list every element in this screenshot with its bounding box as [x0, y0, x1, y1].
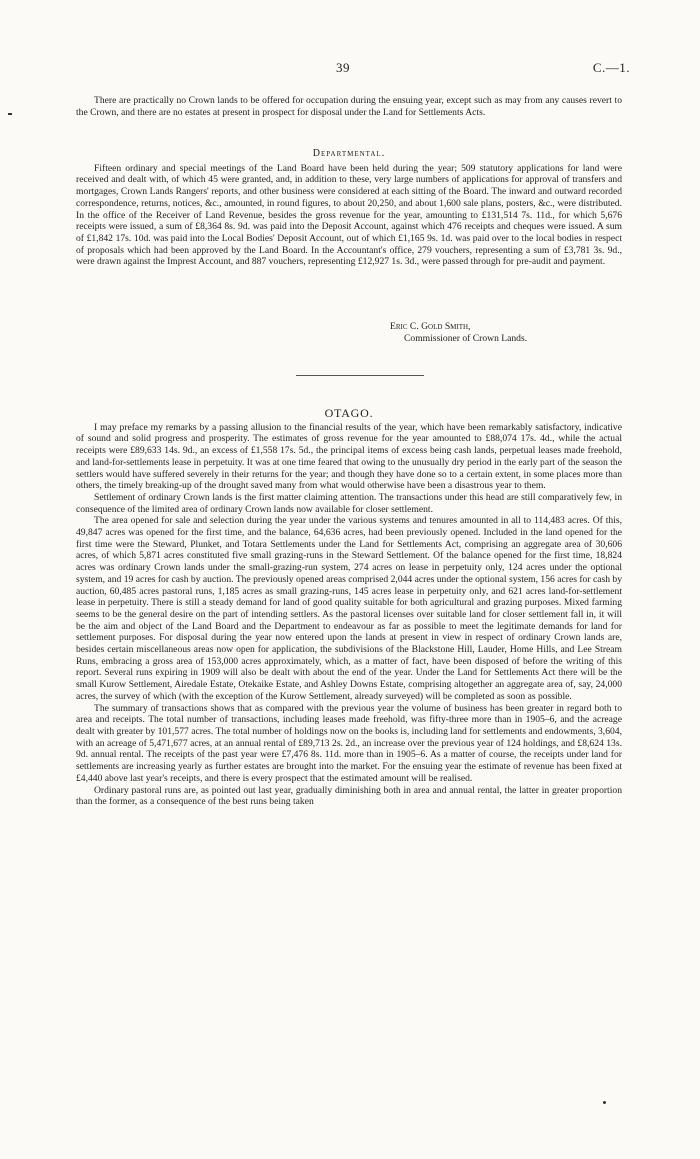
otago-paragraph-5: Ordinary pastoral runs are, as pointed out last year, gradually diminishing both in area and annual rental, the latter in greater proportion than the former, as a consequence of the best runs being taken [76, 784, 622, 808]
margin-mark [8, 113, 12, 115]
otago-paragraph-3: The area opened for sale and selection during the year under the various systems and tenures amounted in all to 114,483 acres. Of this, 49,847 acres was opened for the first time, and the balance, 64,636 acres, had been previously opened. Included in the land opened for the first time were the Steward, Plunket, and Totara Settlements under the Land for Settlements Act, comprising an aggregate area of 30,606 acres, of which 5,871 acres constituted five small grazing-runs in the Steward Settlement. Of the balance opened for the first time, 18,824 acres was ordinary Crown lands under the small-grazing-run system, 274 acres on lease in perpetuity only, 124 acres under the optional system, and 19 acres for cash by auction. The previously opened areas comprised 2,044 acres under the optional system, 156 acres for cash by auction, 60,485 acres pastoral runs, 1,185 acres as small grazing-runs, 145 acres lease in perpetuity only, and 621 acres land-for-settlement lease in perpetuity. There is still a steady demand for land of good quality suitable for both agricultural and grazing purposes. Mixed farming seems to be the general desire on the part of intending settlers. As the pastoral licenses over suitable land for closer settlement fall in, it will be the aim and object of the Land Board and the Department to endeavour as far as possible to meet the legitimate demands for land for settlement purposes. For disposal during the year now entered upon the lands at present in view in respect of ordinary Crown lands are, besides certain miscellaneous areas now open for application, the subdivisions of the Blackstone Hill, Lauder, Home Hills, and Lee Stream Runs, embracing a gross area of 153,000 acres approximately, which, as a matter of fact, have been disposed of before the writing of this report. Several runs expiring in 1909 will also be dealt with about the end of the year. Under the Land for Settlements Act there will be the small Kurow Settlement, Airedale Estate, Otekaike Estate, and Ashley Downs Estate, comprising altogether an aggregate area of, say, 24,000 acres, the survey of which (with the exception of the Kurow Settlement, already surveyed) will be completed as soon as possible. [76, 515, 622, 702]
otago-paragraph-2: Settlement of ordinary Crown lands is the first matter claiming attention. The transactions under this head are still comparatively few, in consequence of the limited area of ordinary Crown lands now available for closer settlement. [76, 491, 622, 515]
intro-section [76, 95, 622, 118]
signature-title: Commissioner of Crown Lands. [404, 333, 528, 344]
otago-paragraph-1: I may preface my remarks by a passing allusion to the financial results of the year, which have been remarkably satisfactory, indicative of sound and solid progress and prosperity. The estimates of gross revenue for the year amounted to £88,074 17s. 4d., while the actual receipts were £89,633 14s. 9d., an excess of £1,558 17s. 5d., the principal items of excess being cash lands, perpetual leases made freehold, and land-for-settlements lease in perpetuity. It was at one time feared that owing to the unusually dry period in the early part of the season the settlers would have suffered severely in their returns for the year; and though they have done so to a certain extent, in some places more than others, the timely breaking-up of the drought saved many from what would otherwise have been a disastrous year to them. [76, 421, 622, 492]
otago-heading: OTAGO. [324, 406, 374, 420]
margin-dot [603, 1101, 606, 1104]
intro-paragraph: There are practically no Crown lands to be offered for occupation during the ensuing year, except such as may from any causes revert to the Crown, and there are no estates at present in prospect for disposal under the Land for Settlements Acts. [76, 95, 622, 118]
signature-name: Eric C. Gold Smith, [390, 321, 471, 332]
section-divider [296, 375, 424, 376]
otago-section [76, 408, 622, 808]
document-reference: C.—1. [592, 60, 630, 75]
otago-paragraph-4: The summary of transactions shows that as compared with the previous year the volume of business has been greater in regard both to area and receipts. The total number of transactions, including leases made freehold, was fifty-three more than in 1905–6, and the acreage dealt with greater by 101,577 acres. The total number of holdings now on the books is, including land for settlements and endowments, 3,604, with an acreage of 5,471,677 acres, at an annual rental of £89,713 2s. 2d., an increase over the previous year of 124 holdings, and £8,624 13s. 9d. annual rental. The receipts of the past year were £7,476 8s. 11d. more than in 1905–6. As a matter of course, the receipts under land for settlements are increasing yearly as further estates are brought into the market. For the ensuing year the estimate of revenue has been fixed at £4,440 above last year's receipts, and there is every prospect that the estimated amount will be realised. [76, 702, 622, 784]
departmental-heading: Departmental. [312, 148, 386, 159]
signature-block [390, 321, 630, 345]
page-number: 39 [336, 60, 350, 75]
departmental-paragraph: Fifteen ordinary and special meetings of the Land Board have been held during the year; 509 statutory applications for land were received and dealt with, of which 45 were granted, and, in addition to these, very large numbers of applications for approval of transfers and mortgages, Crown Lands Rangers' reports, and other business were considered at each sitting of the Board. The inward and outward recorded correspondence, returns, notices, &c., amounted, in round figures, to about 20,250, and about 1,600 sale plans, posters, &c., were distributed. In the office of the Receiver of Land Revenue, besides the gross revenue for the year, amounting to £131,514 7s. 11d., for which 5,676 receipts were issued, a sum of £8,364 8s. 9d. was paid into the Deposit Account, against which 476 receipts and cheques were issued. A sum of £1,842 17s. 10d. was paid into the Local Bodies' Deposit Account, out of which £1,165 9s. 1d. was paid over to the local bodies in respect of proposals which had been approved by the Land Board. In the Accountant's office, 279 vouchers, representing a sum of £3,781 3s. 9d., were drawn against the Imprest Account, and 887 vouchers, representing £12,927 1s. 3d., were passed through for pre-audit and payment. [76, 162, 622, 268]
departmental-section [76, 148, 622, 268]
page-header [0, 62, 700, 78]
